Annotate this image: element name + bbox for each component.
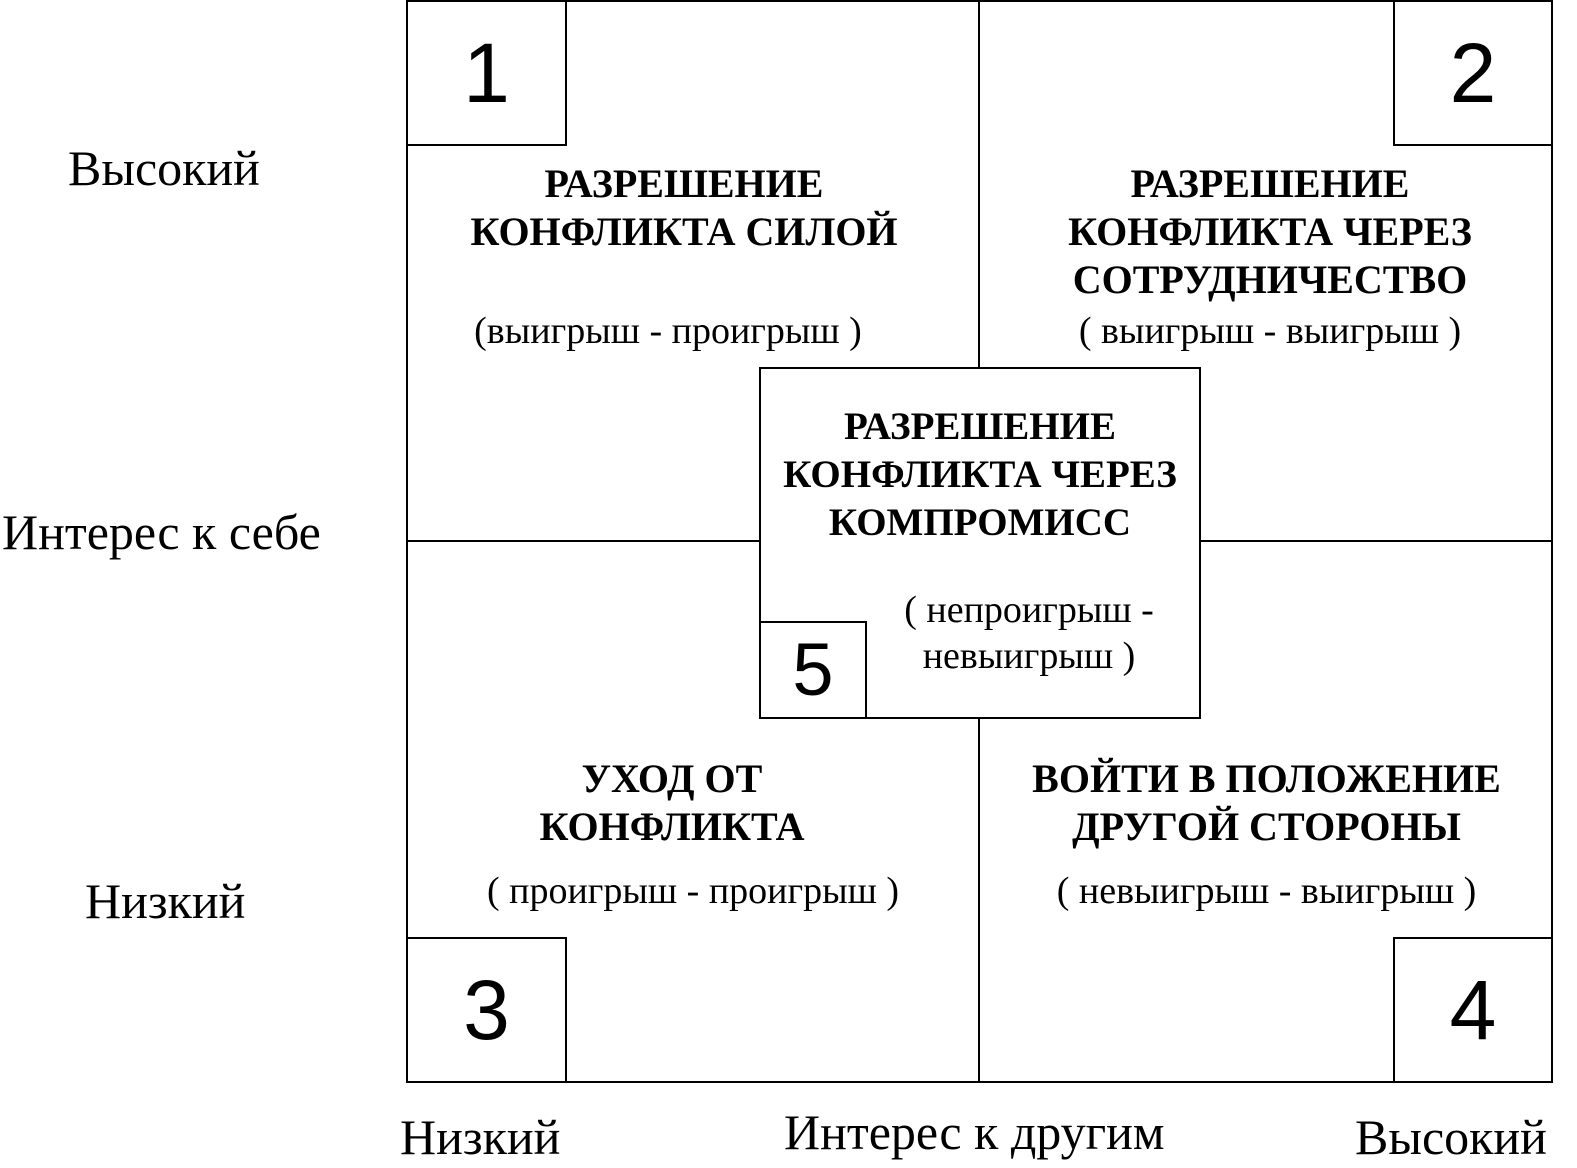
center-subtitle: ( непроигрыш - невыигрыш ) (904, 589, 1154, 677)
quadrant-4-subtitle: ( невыигрыш - выигрыш ) (1056, 870, 1477, 912)
quadrant-2-title: РАЗРЕШЕНИЕ КОНФЛИКТА ЧЕРЕЗ СОТРУДНИЧЕСТВО (1068, 161, 1472, 302)
y-axis-high-label: Высокий (68, 140, 260, 196)
quadrant-2-number: 2 (1393, 0, 1553, 146)
quadrant-3-title: УХОД ОТ КОНФЛИКТА (539, 756, 805, 849)
x-axis-high-label: Высокий (1355, 1109, 1547, 1165)
quadrant-2-subtitle: ( выигрыш - выигрыш ) (1078, 310, 1462, 352)
quadrant-1-number: 1 (406, 0, 567, 146)
grid-bottom-axis (406, 1081, 1553, 1083)
quadrant-4-title: ВОЙТИ В ПОЛОЖЕНИЕ ДРУГОЙ СТОРОНЫ (1032, 756, 1501, 849)
y-axis-title: Интерес к себе (2, 504, 321, 560)
quadrant-1-title: РАЗРЕШЕНИЕ КОНФЛИКТА СИЛОЙ (470, 161, 898, 254)
y-axis-low-label: Низкий (85, 873, 246, 929)
x-axis-title: Интерес к другим (784, 1104, 1165, 1160)
center-title: РАЗРЕШЕНИЕ КОНФЛИКТА ЧЕРЕЗ КОМПРОМИСС (783, 405, 1177, 544)
center-compromise-box (759, 367, 1201, 719)
quadrant-1-subtitle: (выигрыш - проигрыш ) (474, 310, 862, 352)
quadrant-4-number: 4 (1393, 937, 1553, 1083)
center-number: 5 (759, 621, 867, 719)
grid-top-border (406, 0, 1553, 2)
x-axis-low-label: Низкий (400, 1109, 561, 1165)
quadrant-3-subtitle: ( проигрыш - проигрыш ) (486, 870, 900, 912)
quadrant-3-number: 3 (406, 937, 567, 1083)
